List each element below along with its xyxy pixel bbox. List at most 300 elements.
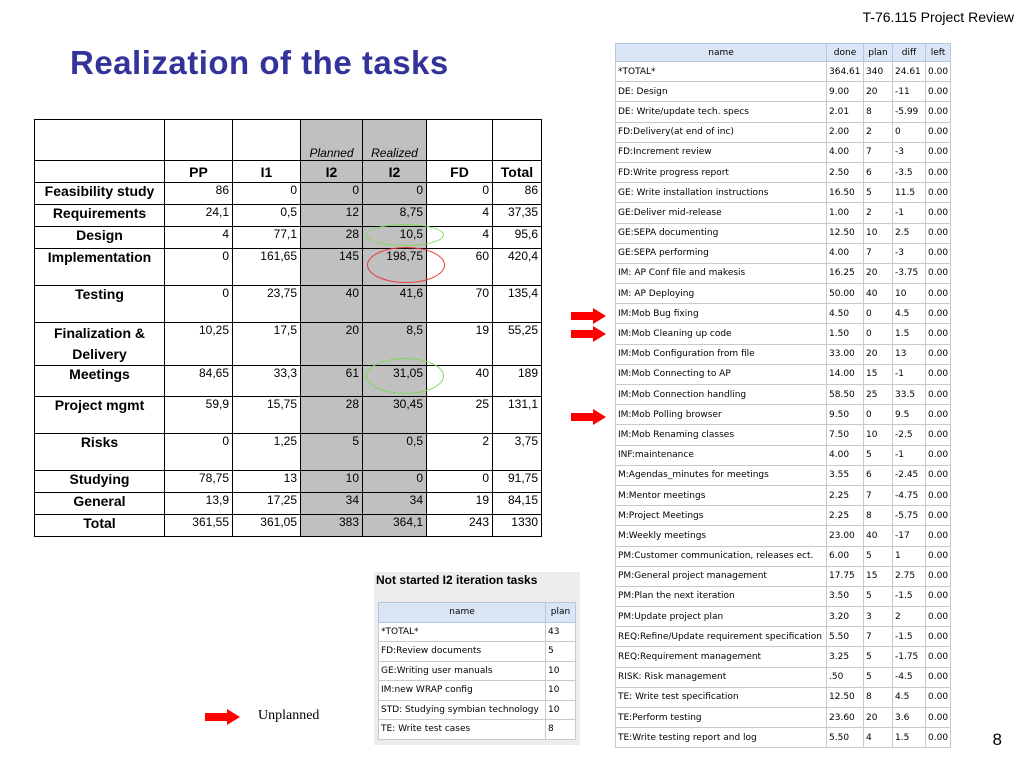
task-value-cell: -3 (893, 243, 926, 263)
table-row (35, 323, 542, 366)
table-cell: 161,65 (233, 249, 301, 286)
task-col-header[interactable]: name (616, 44, 827, 62)
task-col-header[interactable]: done (827, 44, 864, 62)
task-value-cell: 0.00 (926, 445, 951, 465)
realization-table (34, 119, 542, 537)
task-value-cell: 7.50 (827, 425, 864, 445)
task-value-cell: 6 (864, 465, 893, 485)
table-cell: 12 (301, 205, 363, 227)
task-col-header[interactable]: diff (893, 44, 926, 62)
table-cell: 4 (427, 227, 493, 249)
table-cell: 19 (427, 323, 493, 366)
task-name-cell: GE: Write installation instructions (616, 183, 827, 203)
task-value-cell: 3.25 (827, 647, 864, 667)
task-value-cell: 0.00 (926, 304, 951, 324)
table-cell: 0 (301, 183, 363, 205)
table-cell: 17,25 (233, 493, 301, 515)
task-row (616, 162, 951, 182)
table-row (35, 434, 542, 471)
ns-col-header[interactable]: plan (546, 603, 576, 623)
task-value-cell: 5.50 (827, 728, 864, 748)
task-value-cell: 4.00 (827, 445, 864, 465)
task-value-cell: 2.5 (893, 223, 926, 243)
table-cell: 0 (363, 471, 427, 493)
task-value-cell: 0.00 (926, 708, 951, 728)
task-value-cell: -3 (893, 142, 926, 162)
table-cell: 13,9 (165, 493, 233, 515)
table-cell: 0 (427, 471, 493, 493)
table-cell: 131,1 (493, 397, 542, 434)
task-row (616, 546, 951, 566)
task-name-cell: M:Agendas_minutes for meetings (616, 465, 827, 485)
task-value-cell: 17.75 (827, 566, 864, 586)
task-row (616, 223, 951, 243)
task-value-cell: 2 (893, 607, 926, 627)
table-cell: 364,1 (363, 515, 427, 537)
table-cell: 198,75 (363, 249, 427, 286)
task-row (616, 708, 951, 728)
col-header: I2 (301, 161, 363, 183)
task-row (616, 385, 951, 405)
task-value-cell: 3.20 (827, 607, 864, 627)
task-name-cell: IM: AP Conf file and makesis (616, 263, 827, 283)
task-name-cell: IM:Mob Connecting to AP (616, 364, 827, 384)
table-row (35, 249, 542, 286)
table-cell: 84,15 (493, 493, 542, 515)
table-cell: 10 (301, 471, 363, 493)
task-value-cell: 1.5 (893, 324, 926, 344)
ns-header-row (379, 603, 576, 623)
task-row (616, 405, 951, 425)
task-row (616, 647, 951, 667)
task-value-cell: 0.00 (926, 223, 951, 243)
legend-unplanned: Unplanned (258, 708, 320, 723)
table-row (35, 286, 542, 323)
task-value-cell: 7 (864, 485, 893, 505)
task-value-cell: 0.00 (926, 586, 951, 606)
table-cell: 33,3 (233, 366, 301, 397)
task-value-cell: 0.00 (926, 566, 951, 586)
ns-name-cell: *TOTAL* (379, 622, 546, 642)
task-value-cell: 0.00 (926, 162, 951, 182)
task-value-cell: 12.50 (827, 687, 864, 707)
task-value-cell: 2 (864, 203, 893, 223)
task-value-cell: 40 (864, 526, 893, 546)
task-value-cell: -11 (893, 82, 926, 102)
task-value-cell: 0 (893, 122, 926, 142)
task-name-cell: IM: AP Deploying (616, 284, 827, 304)
task-name-cell: *TOTAL* (616, 62, 827, 82)
task-value-cell: 4.50 (827, 304, 864, 324)
task-value-cell: 50.00 (827, 284, 864, 304)
task-value-cell: 0.00 (926, 526, 951, 546)
task-row (616, 284, 951, 304)
table-cell: 383 (301, 515, 363, 537)
table-cell: 10,5 (363, 227, 427, 249)
table-cell: 0 (165, 286, 233, 323)
table-row (35, 397, 542, 434)
table-cell: 0 (165, 249, 233, 286)
task-value-cell: 0.00 (926, 506, 951, 526)
planned-subhead: Planned (301, 120, 363, 161)
task-name-cell: FD:Delivery(at end of inc) (616, 122, 827, 142)
task-value-cell: 0.00 (926, 627, 951, 647)
task-value-cell: -5.99 (893, 102, 926, 122)
task-name-cell: DE: Write/update tech. specs (616, 102, 827, 122)
table-cell: 4 (427, 205, 493, 227)
table-cell: 20 (301, 323, 363, 366)
task-value-cell: 0.00 (926, 385, 951, 405)
task-value-cell: 25 (864, 385, 893, 405)
task-value-cell: 0.00 (926, 102, 951, 122)
task-table (615, 43, 951, 748)
table-cell: 59,9 (165, 397, 233, 434)
task-value-cell: 5.50 (827, 627, 864, 647)
table-cell: 40 (301, 286, 363, 323)
task-row (616, 82, 951, 102)
task-value-cell: 2.50 (827, 162, 864, 182)
task-value-cell: 20 (864, 263, 893, 283)
table-row (35, 227, 542, 249)
col-header: FD (427, 161, 493, 183)
task-name-cell: REQ:Requirement management (616, 647, 827, 667)
table-cell: 4 (165, 227, 233, 249)
page-number: 8 (992, 730, 1002, 749)
ns-name-cell: IM:new WRAP config (379, 681, 546, 701)
table-cell: 17,5 (233, 323, 301, 366)
task-value-cell: 20 (864, 708, 893, 728)
task-value-cell: 4.5 (893, 304, 926, 324)
ns-row (379, 642, 576, 662)
task-value-cell: 7 (864, 243, 893, 263)
task-value-cell: 0.00 (926, 546, 951, 566)
task-value-cell: 0.00 (926, 405, 951, 425)
row-label: Risks (35, 434, 165, 471)
task-value-cell: -5.75 (893, 506, 926, 526)
task-value-cell: -1.5 (893, 586, 926, 606)
task-row (616, 607, 951, 627)
right-arrow-icon (205, 709, 241, 725)
task-value-cell: 0.00 (926, 243, 951, 263)
table-cell: 15,75 (233, 397, 301, 434)
table-cell: 84,65 (165, 366, 233, 397)
col-header: I1 (233, 161, 301, 183)
task-value-cell: 0.00 (926, 728, 951, 748)
task-name-cell: FD:Increment review (616, 142, 827, 162)
task-value-cell: 3.50 (827, 586, 864, 606)
table-cell: 5 (301, 434, 363, 471)
table-cell: 24,1 (165, 205, 233, 227)
table-cell: 34 (363, 493, 427, 515)
task-value-cell: 2.75 (893, 566, 926, 586)
col-header: Total (493, 161, 542, 183)
task-value-cell: 0.00 (926, 284, 951, 304)
task-row (616, 102, 951, 122)
task-value-cell: .50 (827, 667, 864, 687)
task-value-cell: 33.00 (827, 344, 864, 364)
task-value-cell: 9.00 (827, 82, 864, 102)
task-value-cell: 20 (864, 344, 893, 364)
task-value-cell: 14.00 (827, 364, 864, 384)
table-cell: 0,5 (363, 434, 427, 471)
row-label: Meetings (35, 366, 165, 397)
task-value-cell: 40 (864, 284, 893, 304)
task-row (616, 324, 951, 344)
row-label: Project mgmt (35, 397, 165, 434)
task-value-cell: -4.75 (893, 485, 926, 505)
table-cell: 361,05 (233, 515, 301, 537)
task-value-cell: 0 (864, 324, 893, 344)
task-value-cell: 10 (864, 425, 893, 445)
ns-plan-cell: 8 (546, 720, 576, 740)
ns-name-cell: FD:Review documents (379, 642, 546, 662)
task-col-header[interactable]: left (926, 44, 951, 62)
task-value-cell: 8 (864, 102, 893, 122)
table-cell: 28 (301, 397, 363, 434)
table-cell: 61 (301, 366, 363, 397)
task-name-cell: TE: Write test specification (616, 687, 827, 707)
table-cell: 2 (427, 434, 493, 471)
table-cell: 189 (493, 366, 542, 397)
task-value-cell: 0.00 (926, 667, 951, 687)
task-value-cell: 11.5 (893, 183, 926, 203)
task-value-cell: 364.61 (827, 62, 864, 82)
task-value-cell: -1.75 (893, 647, 926, 667)
task-value-cell: 24.61 (893, 62, 926, 82)
table-cell: 41,6 (363, 286, 427, 323)
table-cell: 37,35 (493, 205, 542, 227)
task-value-cell: 0.00 (926, 122, 951, 142)
task-value-cell: 0.00 (926, 82, 951, 102)
ns-col-header[interactable]: name (379, 603, 546, 623)
task-value-cell: 1.5 (893, 728, 926, 748)
row-label: General (35, 493, 165, 515)
table-cell: 243 (427, 515, 493, 537)
table-cell: 95,6 (493, 227, 542, 249)
row-label: Finalization & Delivery (35, 323, 165, 366)
task-name-cell: PM:Plan the next iteration (616, 586, 827, 606)
table-cell: 8,75 (363, 205, 427, 227)
task-value-cell: 0.00 (926, 647, 951, 667)
task-name-cell: GE:SEPA performing (616, 243, 827, 263)
column-header-row (35, 161, 542, 183)
task-name-cell: IM:Mob Cleaning up code (616, 324, 827, 344)
task-row (616, 526, 951, 546)
ns-row (379, 700, 576, 720)
table-cell: 361,55 (165, 515, 233, 537)
task-value-cell: 4.00 (827, 243, 864, 263)
task-value-cell: 15 (864, 566, 893, 586)
table-row (35, 493, 542, 515)
ns-row (379, 661, 576, 681)
task-value-cell: -2.45 (893, 465, 926, 485)
table-cell: 8,5 (363, 323, 427, 366)
not-started-title: Not started I2 iteration tasks (376, 573, 538, 587)
task-value-cell: 13 (893, 344, 926, 364)
task-value-cell: 0 (864, 405, 893, 425)
ns-plan-cell: 10 (546, 700, 576, 720)
task-name-cell: PM:Customer communication, releases ect. (616, 546, 827, 566)
ns-row (379, 720, 576, 740)
right-arrow-icon (571, 409, 607, 425)
table-cell: 13 (233, 471, 301, 493)
table-cell: 78,75 (165, 471, 233, 493)
task-value-cell: 2.25 (827, 506, 864, 526)
task-row (616, 627, 951, 647)
task-value-cell: 5 (864, 445, 893, 465)
task-value-cell: 58.50 (827, 385, 864, 405)
table-cell: 40 (427, 366, 493, 397)
task-row (616, 263, 951, 283)
task-name-cell: REQ:Refine/Update requirement specification (616, 627, 827, 647)
task-name-cell: GE:SEPA documenting (616, 223, 827, 243)
task-name-cell: IM:Mob Connection handling (616, 385, 827, 405)
task-name-cell: GE:Deliver mid-release (616, 203, 827, 223)
task-row (616, 586, 951, 606)
task-value-cell: 340 (864, 62, 893, 82)
task-value-cell: 0.00 (926, 203, 951, 223)
task-name-cell: M:Mentor meetings (616, 485, 827, 505)
task-row (616, 183, 951, 203)
table-cell: 3,75 (493, 434, 542, 471)
table-row (35, 205, 542, 227)
ns-name-cell: GE:Writing user manuals (379, 661, 546, 681)
task-name-cell: IM:Mob Polling browser (616, 405, 827, 425)
task-value-cell: 5 (864, 647, 893, 667)
table-cell: 1,25 (233, 434, 301, 471)
task-value-cell: -3.75 (893, 263, 926, 283)
table-row (35, 515, 542, 537)
task-row (616, 465, 951, 485)
task-row (616, 243, 951, 263)
task-value-cell: 3 (864, 607, 893, 627)
task-value-cell: 7 (864, 627, 893, 647)
not-started-table (378, 602, 576, 740)
task-value-cell: 0.00 (926, 324, 951, 344)
table-cell: 86 (165, 183, 233, 205)
ns-plan-cell: 10 (546, 661, 576, 681)
ns-row (379, 622, 576, 642)
subhead-row (35, 120, 542, 161)
task-value-cell: 4 (864, 728, 893, 748)
table-cell: 0 (165, 434, 233, 471)
table-cell: 77,1 (233, 227, 301, 249)
task-row (616, 122, 951, 142)
task-value-cell: 4.00 (827, 142, 864, 162)
task-value-cell: 7 (864, 142, 893, 162)
ns-plan-cell: 10 (546, 681, 576, 701)
table-cell: 60 (427, 249, 493, 286)
task-value-cell: 12.50 (827, 223, 864, 243)
task-value-cell: 8 (864, 506, 893, 526)
task-value-cell: 1 (893, 546, 926, 566)
task-name-cell: TE:Perform testing (616, 708, 827, 728)
task-value-cell: 0.00 (926, 687, 951, 707)
table-cell: 30,45 (363, 397, 427, 434)
task-value-cell: 2.00 (827, 122, 864, 142)
table-cell: 70 (427, 286, 493, 323)
table-cell: 0,5 (233, 205, 301, 227)
task-name-cell: FD:Write progress report (616, 162, 827, 182)
ns-plan-cell: 43 (546, 622, 576, 642)
task-value-cell: -3.5 (893, 162, 926, 182)
task-value-cell: 0.00 (926, 465, 951, 485)
task-value-cell: 0.00 (926, 485, 951, 505)
right-arrow-icon (571, 308, 607, 324)
row-label: Requirements (35, 205, 165, 227)
task-value-cell: 0.00 (926, 263, 951, 283)
table-cell: 1330 (493, 515, 542, 537)
row-label: Testing (35, 286, 165, 323)
ns-name-cell: STD: Studying symbian technology (379, 700, 546, 720)
task-row (616, 687, 951, 707)
task-value-cell: 0.00 (926, 183, 951, 203)
table-cell: 0 (363, 183, 427, 205)
task-value-cell: 0.00 (926, 142, 951, 162)
task-name-cell: IM:Mob Configuration from file (616, 344, 827, 364)
task-row (616, 728, 951, 748)
ns-row (379, 681, 576, 701)
task-name-cell: M:Project Meetings (616, 506, 827, 526)
task-row (616, 566, 951, 586)
task-value-cell: 6.00 (827, 546, 864, 566)
col-header: PP (165, 161, 233, 183)
table-cell: 0 (427, 183, 493, 205)
task-value-cell: 10 (893, 284, 926, 304)
task-name-cell: TE:Write testing report and log (616, 728, 827, 748)
task-row (616, 445, 951, 465)
ns-plan-cell: 5 (546, 642, 576, 662)
row-label: Implementation (35, 249, 165, 286)
task-value-cell: 10 (864, 223, 893, 243)
task-value-cell: 33.5 (893, 385, 926, 405)
task-value-cell: 8 (864, 687, 893, 707)
task-value-cell: 4.5 (893, 687, 926, 707)
task-value-cell: 5 (864, 183, 893, 203)
task-row (616, 425, 951, 445)
table-cell: 135,4 (493, 286, 542, 323)
task-value-cell: 1.50 (827, 324, 864, 344)
task-row (616, 667, 951, 687)
task-value-cell: 15 (864, 364, 893, 384)
task-value-cell: 3.55 (827, 465, 864, 485)
task-value-cell: 3.6 (893, 708, 926, 728)
task-value-cell: -1 (893, 445, 926, 465)
task-value-cell: 16.50 (827, 183, 864, 203)
table-row (35, 183, 542, 205)
task-value-cell: 0.00 (926, 607, 951, 627)
task-name-cell: DE: Design (616, 82, 827, 102)
task-col-header[interactable]: plan (864, 44, 893, 62)
task-value-cell: 0.00 (926, 364, 951, 384)
row-label: Design (35, 227, 165, 249)
course-header: T-76.115 Project Review (862, 9, 1014, 25)
task-value-cell: 5 (864, 667, 893, 687)
task-row (616, 203, 951, 223)
task-value-cell: 0 (864, 304, 893, 324)
task-value-cell: 0.00 (926, 344, 951, 364)
task-value-cell: -2.5 (893, 425, 926, 445)
task-name-cell: RISK: Risk management (616, 667, 827, 687)
table-row (35, 471, 542, 493)
task-value-cell: -1.5 (893, 627, 926, 647)
task-name-cell: IM:Mob Bug fixing (616, 304, 827, 324)
table-row (35, 366, 542, 397)
table-cell: 19 (427, 493, 493, 515)
task-value-cell: 2.25 (827, 485, 864, 505)
task-row (616, 506, 951, 526)
task-name-cell: IM:Mob Renaming classes (616, 425, 827, 445)
